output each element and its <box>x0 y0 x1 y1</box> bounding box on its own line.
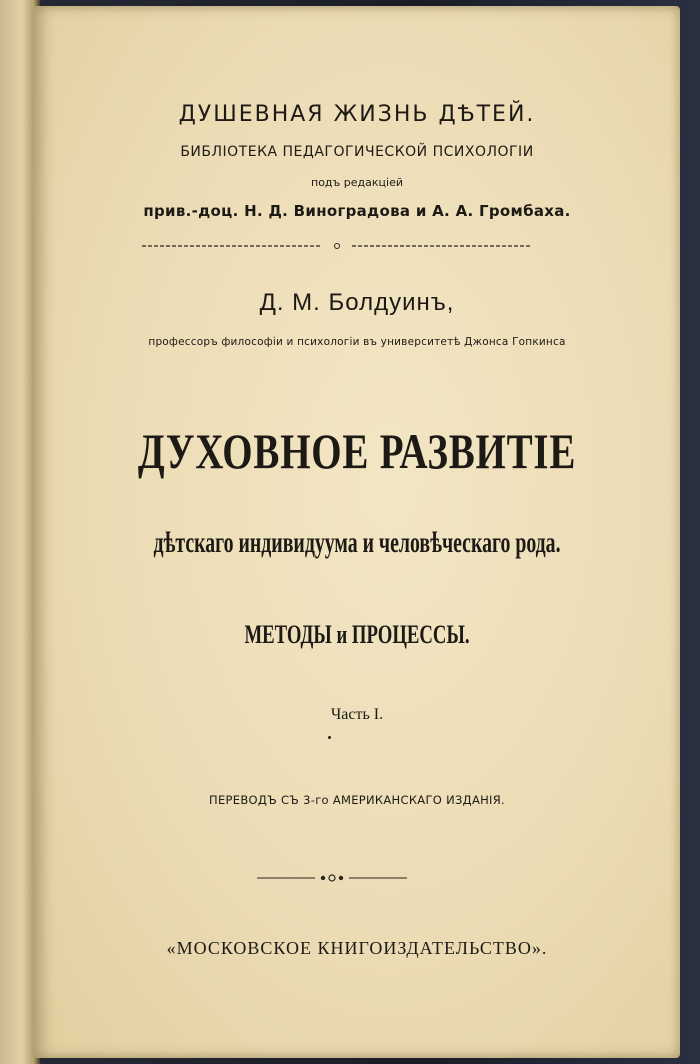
part-dot <box>328 736 331 739</box>
editors-line: прив.-доц. Н. Д. Виноградова и А. А. Громбаха. <box>143 202 571 220</box>
book-subtitle: дѣтскаго индивидуума и человѣческаго рода. <box>153 526 561 559</box>
translation-note: ПЕРЕВОДЪ СЪ 3-го АМЕРИКАНСКАГО ИЗДАНІЯ. <box>209 793 505 807</box>
book-part: Часть I. <box>330 706 384 723</box>
ornament-rule-icon <box>142 242 532 250</box>
editors-intro: подъ редакціей <box>311 176 403 189</box>
ornament-flourish-icon <box>257 873 407 883</box>
author-name: Д. М. Болдуинъ, <box>259 289 455 316</box>
publisher: «МОСКОВСКОЕ КНИГОИЗДАТЕЛЬСТВО». <box>166 938 548 958</box>
series-title: ДУШЕВНАЯ ЖИЗНЬ ДѢТЕЙ. <box>178 102 536 127</box>
book-methods: МЕТОДЫ и ПРОЦЕССЫ. <box>244 620 470 649</box>
book-title: ДУХОВНОЕ РАЗВИТІЕ <box>137 423 577 479</box>
title-page <box>34 6 680 1058</box>
author-affiliation: профессоръ философіи и психологіи въ университетѣ Джонса Гопкинса <box>148 336 566 348</box>
series-subtitle: БИБЛІОТЕКА ПЕДАГОГИЧЕСКОЙ ПСИХОЛОГІИ <box>180 144 534 160</box>
